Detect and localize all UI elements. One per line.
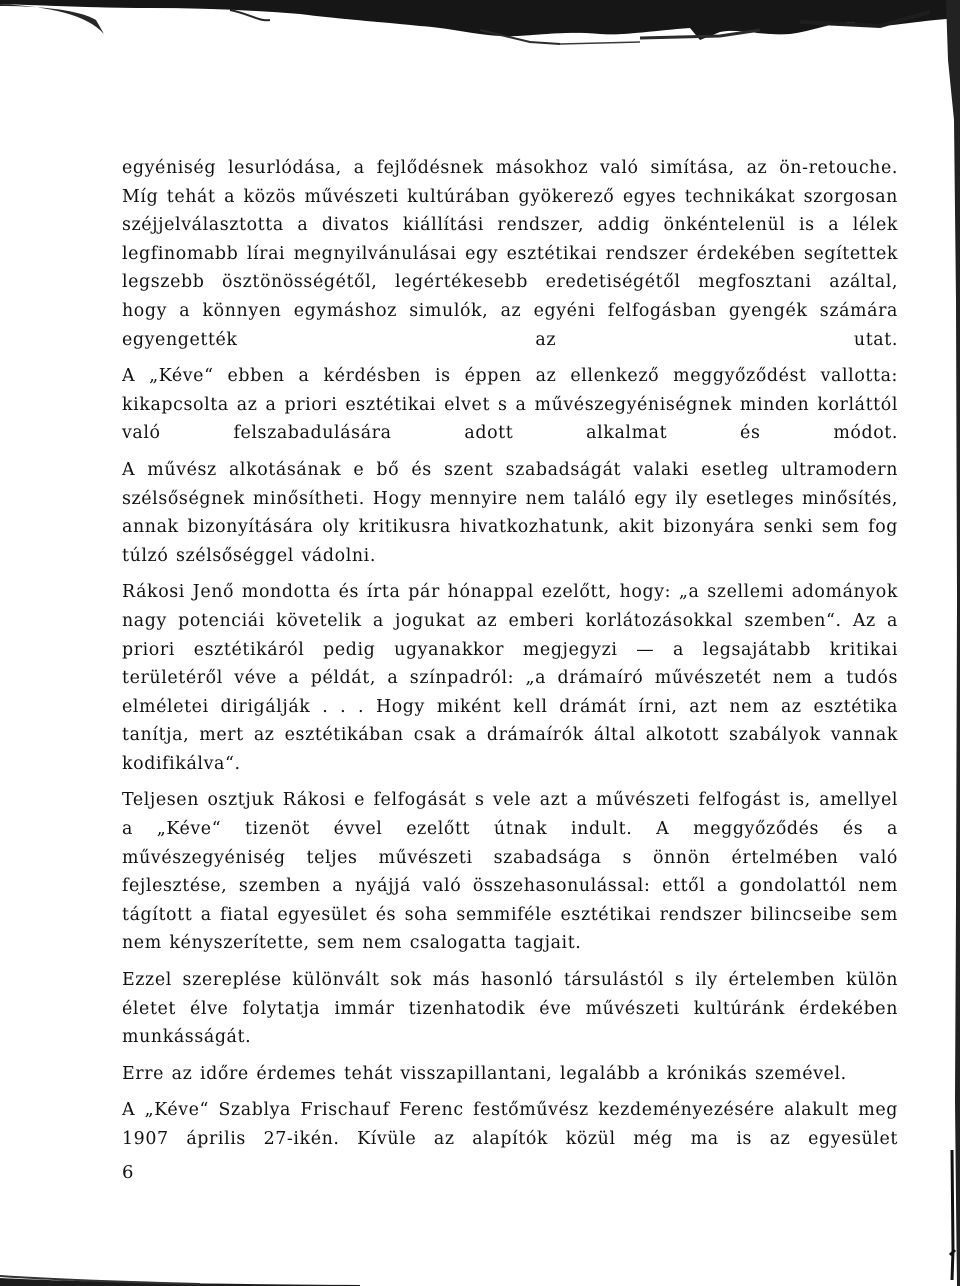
page-number: 6 — [122, 1162, 134, 1183]
scan-edge-top — [0, 0, 960, 60]
paragraph-6: Ezzel szereplése különvált sok más hasonló társulástól s ily értelemben külön életet élve folytatja immár tizenhatodik éve művészeti kultúránk érdekében munkásságát. — [122, 970, 898, 1048]
paragraph-1: egyéniség lesurlódása, a fejlődésnek másokhoz való simítása, az ön-retouche. Míg tehát a közös művészeti kultúrában gyökerező egyes technikákat szorgosan széjjelválasztotta a divatos kiállítási rendszer, addig önkéntelenül is a lélek legfinomabb lírai megnyilvánulásai egy esztétikai rendszer érdekében segítettek legszebb ösztönösségétől, legértékesebb eredetiségétől megfosztani azáltal, hogy a könnyen egymáshoz simulók, az egyéni felfogásban gyengék számára egyengették az utat. — [122, 158, 898, 350]
paragraph-7: Erre az időre érdemes tehát visszapillantani, legalább a krónikás szemével. — [122, 1063, 847, 1084]
paragraph-2: A „Kéve“ ebben a kérdésben is éppen az ellenkező meggyőződést vallotta: kikapcsolta az a priori esztétikai elvet s a művészegyéniségnek minden korláttól való felszabadulására adott alkalmat és módot. — [122, 366, 898, 444]
paragraph-5: Teljesen osztjuk Rákosi e felfogását s vele azt a művészeti felfogást is, amellyel a „Kéve“ tizenöt évvel ezelőtt útnak indult. A meggyőződés és a művészegyéniség teljes művészeti szabadsága s önnön értelmében való fejlesztése, szemben a nyájjá való összehasonulással: ettől a gondolattól nem tágított a fiatal egyesület és soha semmiféle esztétikai rendszer bilincseibe sem nem kényszerítette, sem nem csalogatta tagjait. — [122, 790, 898, 954]
scan-edge-right — [940, 0, 960, 1286]
scan-edge-bottom — [0, 1256, 960, 1286]
paragraph-3: A művész alkotásának e bő és szent szabadságát valaki esetleg ultramodern szélsőségnek minősítheti. Hogy mennyire nem találó egy ily esetleges minősítés, annak bizonyítására oly kritikusra hivatkozhatunk, akit bizonyára senki sem fog túlzó szélsőséggel vádolni. — [122, 459, 898, 566]
paragraph-4: Rákosi Jenő mondotta és írta pár hónappal ezelőtt, hogy: „a szellemi adományok nagy potenciái követelik a jogukat az emberi korlátozásokkal szemben“. Az a priori esztétikáról pedig ugyanakkor megjegyzi — a legsajátabb kritikai területéről véve a példát, a színpadról: „a drámaíró művészetét nem a tudós elméletei dirigálják . . . Hogy miként kell drámát írni, azt nem az esztétika tanítja, mert az esztétikában csak a drámaírók által alkotott szabályok vannak kodifikálva“. — [122, 582, 898, 774]
body-text — [122, 154, 898, 1162]
paragraph-8: A „Kéve“ Szablya Frischauf Ferenc festőművész kezdeményezésére alakult meg 1907 április 27-ikén. Kívüle az alapítók közül még ma is az egyesület — [122, 1100, 898, 1149]
